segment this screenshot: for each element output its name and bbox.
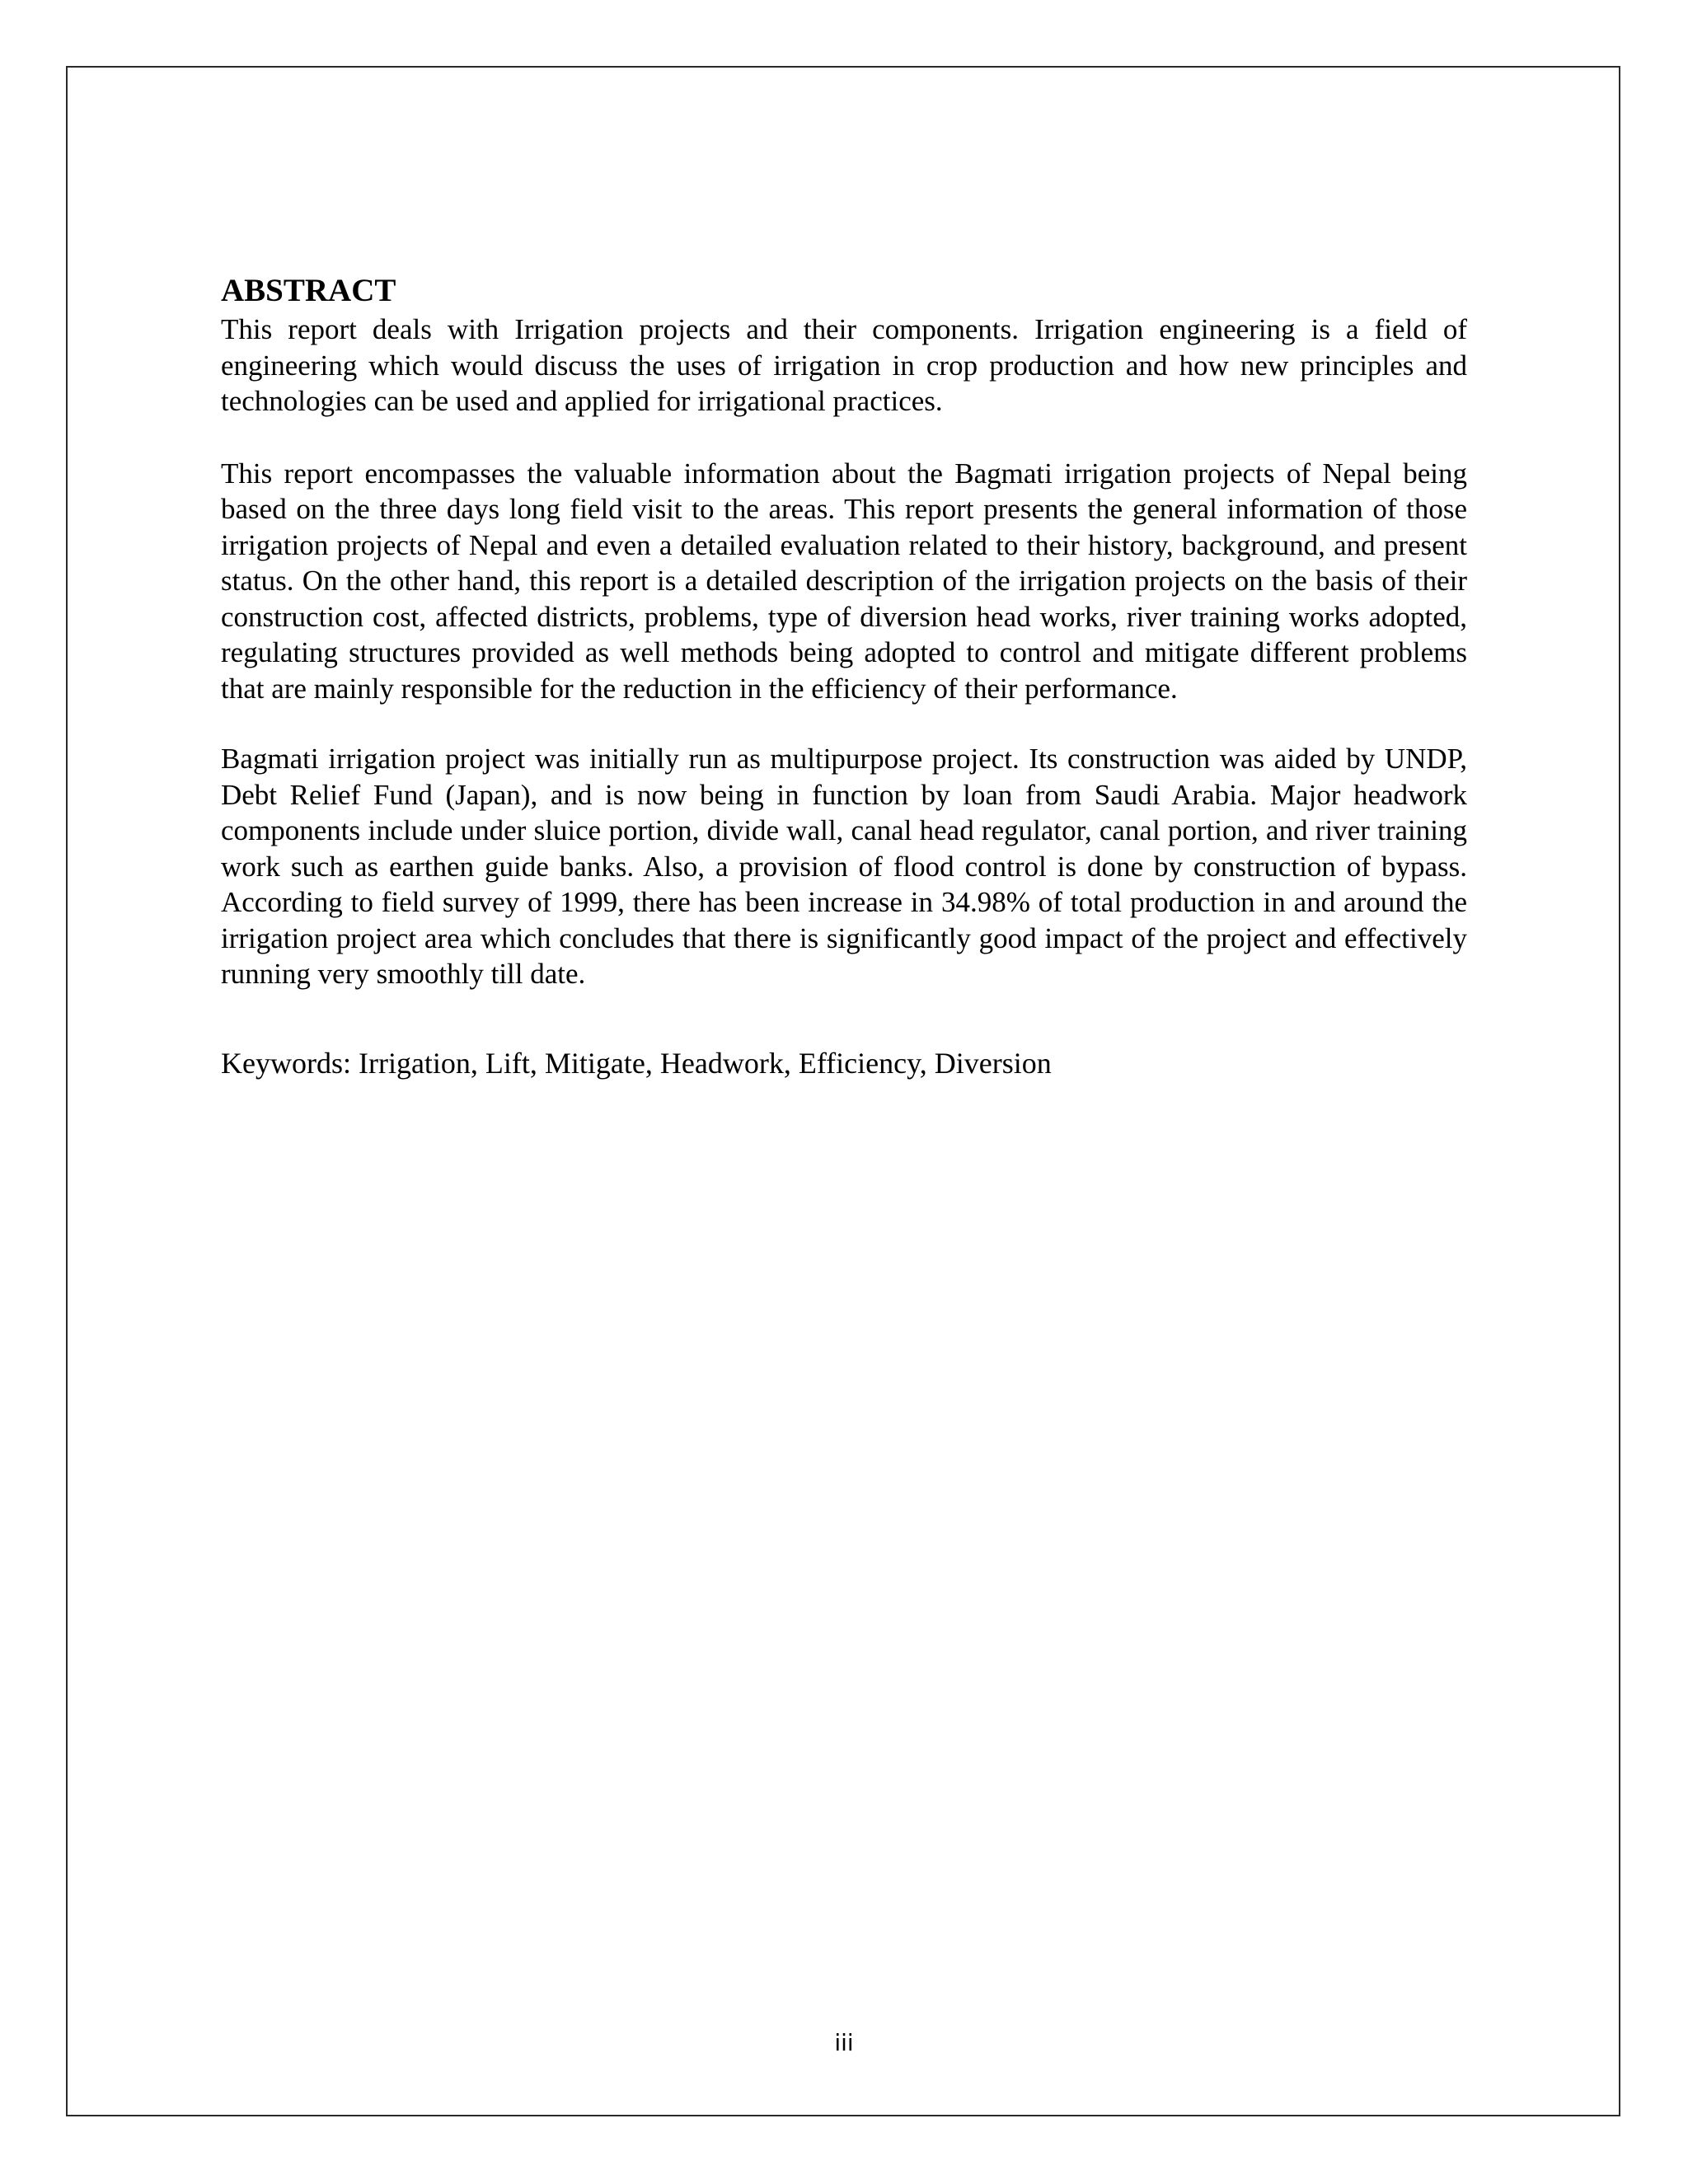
abstract-paragraph-2: This report encompasses the valuable information about the Bagmati irrigation projects of Nepal being based on the three days long field visit to the areas. This report presents the general information of those irrigation projects of Nepal and even a detailed evaluation related to their history, background, and present status. On the other hand, this report is a detailed description of the irrigation projects on the basis of their construction cost, affected districts, problems, type of diversion head works, river training works adopted, regulating structures provided as well methods being adopted to control and mitigate different problems that are mainly responsible for the reduction in the efficiency of their performance. — [221, 457, 1467, 705]
abstract-paragraph-1: This report deals with Irrigation projects and their components. Irrigation engineering is a field of engineering which would discuss the uses of irrigation in crop production and how new principles and technologies can be used and applied for irrigational practices. — [221, 313, 1467, 417]
abstract-heading: ABSTRACT — [221, 273, 396, 308]
page-number: iii — [834, 2029, 854, 2056]
keywords-line: Keywords: Irrigation, Lift, Mitigate, Headwork, Efficiency, Diversion — [221, 1046, 1052, 1080]
abstract-section — [221, 272, 1467, 1081]
abstract-paragraph-3: Bagmati irrigation project was initially run as multipurpose project. Its construction was aided by UNDP, Debt Relief Fund (Japan), and is now being in function by loan from Saudi Arabia. Major headwork components include under sluice portion, divide wall, canal head regulator, canal portion, and river training work such as earthen guide banks. Also, a provision of flood control is done by construction of bypass. According to field survey of 1999, there has been increase in 34.98% of total production in and around the irrigation project area which concludes that there is significantly good impact of the project and effectively running very smoothly till date. — [221, 743, 1467, 990]
